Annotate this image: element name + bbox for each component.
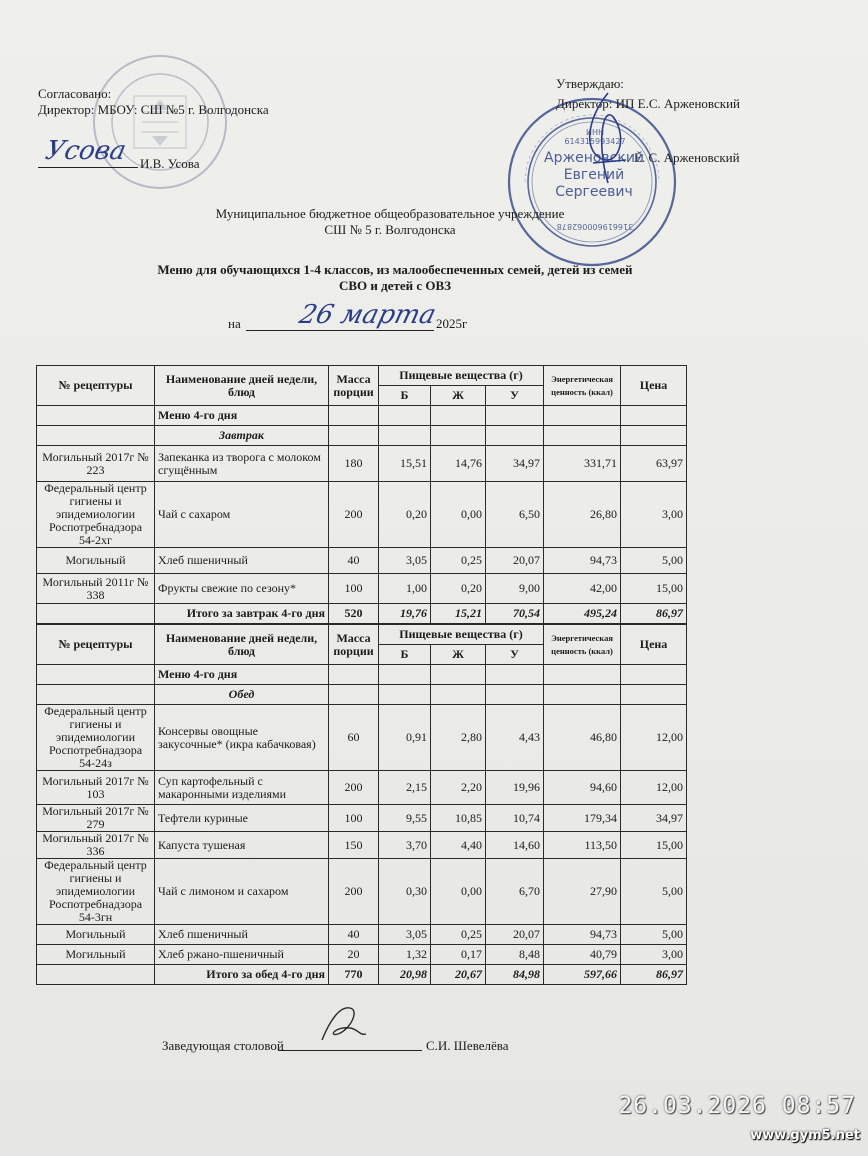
col-nutrients: Пищевые вещества (г) <box>379 366 544 386</box>
col-zh: Ж <box>431 645 486 665</box>
col-name: Наименование дней недели, блюд <box>155 366 329 406</box>
energy-cell: 46,80 <box>544 705 621 771</box>
fat-cell: 0,20 <box>431 574 486 604</box>
dish-cell: Чай с сахаром <box>155 482 329 548</box>
menu-title-line2: СВО и детей с ОВЗ <box>338 278 452 293</box>
seal-ogrn: 316619600062878 <box>556 222 634 231</box>
total-mass: 520 <box>329 604 379 624</box>
agreed-label: Согласовано: <box>38 86 112 101</box>
price-cell: 63,97 <box>621 446 687 482</box>
col-energy: Энергетическая ценность (ккал) <box>544 366 621 406</box>
left-director: Директор: МБОУ: СШ №5 г. Волгодонска <box>38 102 269 117</box>
col-mass: Масса порции <box>329 625 379 665</box>
total-fat: 20,67 <box>431 965 486 985</box>
table-row <box>37 771 687 805</box>
dish-cell: Хлеб пшеничный <box>155 925 329 945</box>
table-row <box>37 446 687 482</box>
carb-cell: 8,48 <box>486 945 544 965</box>
total-row <box>37 965 687 985</box>
mass-cell: 20 <box>329 945 379 965</box>
recipe-cell: Федеральный центр гигиены и эпидемиологии Роспотребнадзора 54-3гн <box>37 859 155 925</box>
seal-line3: Сергеевич <box>555 184 633 200</box>
col-zh: Ж <box>431 386 486 406</box>
protein-cell: 15,51 <box>379 446 431 482</box>
left-name: И.В. Усова <box>140 156 200 171</box>
energy-cell: 113,50 <box>544 832 621 859</box>
site-watermark: www.gym5.net <box>750 1128 860 1143</box>
recipe-cell: Федеральный центр гигиены и эпидемиологии Роспотребнадзора 54-2хг <box>37 482 155 548</box>
date-prefix: на <box>228 316 241 331</box>
carb-cell: 4,43 <box>486 705 544 771</box>
right-director: Директор: ИП Е.С. Арженовский <box>556 96 740 111</box>
seal-inn: ИНН 614315993427 <box>564 128 626 146</box>
energy-cell: 40,79 <box>544 945 621 965</box>
table-row <box>37 548 687 574</box>
breakfast-table <box>36 365 687 624</box>
col-mass: Масса порции <box>329 366 379 406</box>
col-recipe: № рецептуры <box>37 625 155 665</box>
protein-cell: 1,00 <box>379 574 431 604</box>
institution-line2: СШ № 5 г. Волгодонска <box>324 222 456 237</box>
protein-cell: 0,20 <box>379 482 431 548</box>
total-carb: 84,98 <box>486 965 544 985</box>
protein-cell: 3,05 <box>379 548 431 574</box>
price-cell: 5,00 <box>621 548 687 574</box>
price-cell: 12,00 <box>621 771 687 805</box>
date-underline <box>246 330 434 331</box>
table-row <box>37 482 687 548</box>
lunch-table <box>36 624 687 985</box>
col-energy: Энергетическая ценность (ккал) <box>544 625 621 665</box>
dish-cell: Суп картофельный с макаронными изделиями <box>155 771 329 805</box>
carb-cell: 20,07 <box>486 925 544 945</box>
dish-cell: Чай с лимоном и сахаром <box>155 859 329 925</box>
institution-line1: Муниципальное бюджетное общеобразовательное учреждение <box>215 206 565 221</box>
protein-cell: 0,91 <box>379 705 431 771</box>
total-fat: 15,21 <box>431 604 486 624</box>
dish-cell: Хлеб пшеничный <box>155 548 329 574</box>
total-carb: 70,54 <box>486 604 544 624</box>
price-cell: 3,00 <box>621 482 687 548</box>
recipe-cell: Федеральный центр гигиены и эпидемиологии Роспотребнадзора 54-24з <box>37 705 155 771</box>
table-row <box>37 705 687 771</box>
table-row <box>37 945 687 965</box>
dish-cell: Тефтели куриные <box>155 805 329 832</box>
breakfast-total-label: Итого за завтрак 4-го дня <box>155 604 329 624</box>
carb-cell: 14,60 <box>486 832 544 859</box>
right-name: Е. С. Арженовский <box>634 150 740 165</box>
mass-cell: 180 <box>329 446 379 482</box>
energy-cell: 94,73 <box>544 925 621 945</box>
col-nutrients: Пищевые вещества (г) <box>379 625 544 645</box>
dish-cell: Консервы овощные закусочные* (икра кабачковая) <box>155 705 329 771</box>
lunch-total-label: Итого за обед 4-го дня <box>155 965 329 985</box>
seal-line2: Евгений <box>563 167 625 183</box>
dish-cell: Капуста тушеная <box>155 832 329 859</box>
protein-cell: 1,32 <box>379 945 431 965</box>
mass-cell: 150 <box>329 832 379 859</box>
mass-cell: 100 <box>329 574 379 604</box>
table-row <box>37 859 687 925</box>
lunch-day: Меню 4-го дня <box>155 665 329 685</box>
col-recipe: № рецептуры <box>37 366 155 406</box>
dish-cell: Запеканка из творога с молоком сгущённым <box>155 446 329 482</box>
total-mass: 770 <box>329 965 379 985</box>
carb-cell: 34,97 <box>486 446 544 482</box>
lunch-meal: Обед <box>155 685 329 705</box>
carb-cell: 19,96 <box>486 771 544 805</box>
mass-cell: 40 <box>329 548 379 574</box>
table-row <box>37 574 687 604</box>
col-u: У <box>486 386 544 406</box>
mass-cell: 40 <box>329 925 379 945</box>
price-cell: 5,00 <box>621 925 687 945</box>
total-protein: 19,76 <box>379 604 431 624</box>
approve-label: Утверждаю: <box>556 76 624 91</box>
recipe-cell: Могильный 2017г № 279 <box>37 805 155 832</box>
carb-cell: 20,07 <box>486 548 544 574</box>
price-cell: 3,00 <box>621 945 687 965</box>
fat-cell: 0,17 <box>431 945 486 965</box>
fat-cell: 0,25 <box>431 925 486 945</box>
col-u: У <box>486 645 544 665</box>
recipe-cell: Могильный 2017г № 103 <box>37 771 155 805</box>
protein-cell: 0,30 <box>379 859 431 925</box>
energy-cell: 42,00 <box>544 574 621 604</box>
fat-cell: 2,20 <box>431 771 486 805</box>
fat-cell: 0,00 <box>431 859 486 925</box>
director-signature <box>578 88 638 198</box>
recipe-cell: Могильный 2011г № 338 <box>37 574 155 604</box>
breakfast-day: Меню 4-го дня <box>155 406 329 426</box>
total-row <box>37 604 687 624</box>
fat-cell: 10,85 <box>431 805 486 832</box>
footer-name: С.И. Шевелёва <box>426 1038 509 1053</box>
fat-cell: 0,25 <box>431 548 486 574</box>
col-b: Б <box>379 645 431 665</box>
fat-cell: 0,00 <box>431 482 486 548</box>
price-cell: 15,00 <box>621 574 687 604</box>
total-price: 86,97 <box>621 604 687 624</box>
footer-signature-line <box>278 1050 422 1051</box>
date-year: 2025г <box>436 316 468 331</box>
date-handwritten: 26 марта <box>296 300 439 330</box>
breakfast-meal: Завтрак <box>155 426 329 446</box>
carb-cell: 10,74 <box>486 805 544 832</box>
energy-cell: 26,80 <box>544 482 621 548</box>
carb-cell: 6,50 <box>486 482 544 548</box>
col-price: Цена <box>621 625 687 665</box>
energy-cell: 27,90 <box>544 859 621 925</box>
protein-cell: 3,05 <box>379 925 431 945</box>
seal-line1: Арженовский <box>544 150 645 166</box>
energy-cell: 94,60 <box>544 771 621 805</box>
total-protein: 20,98 <box>379 965 431 985</box>
photo-timestamp: 26.03.2026 08:57 <box>618 1093 856 1119</box>
energy-cell: 179,34 <box>544 805 621 832</box>
col-b: Б <box>379 386 431 406</box>
left-signature: Усова <box>42 136 129 166</box>
table-row <box>37 805 687 832</box>
mass-cell: 100 <box>329 805 379 832</box>
protein-cell: 3,70 <box>379 832 431 859</box>
col-name: Наименование дней недели, блюд <box>155 625 329 665</box>
protein-cell: 9,55 <box>379 805 431 832</box>
energy-cell: 331,71 <box>544 446 621 482</box>
total-price: 86,97 <box>621 965 687 985</box>
energy-cell: 94,73 <box>544 548 621 574</box>
mass-cell: 200 <box>329 482 379 548</box>
total-energy: 495,24 <box>544 604 621 624</box>
dish-cell: Хлеб ржано-пшеничный <box>155 945 329 965</box>
table-row <box>37 832 687 859</box>
price-cell: 15,00 <box>621 832 687 859</box>
total-energy: 597,66 <box>544 965 621 985</box>
price-cell: 12,00 <box>621 705 687 771</box>
recipe-cell: Могильный 2017г № 336 <box>37 832 155 859</box>
recipe-cell: Могильный <box>37 548 155 574</box>
carb-cell: 9,00 <box>486 574 544 604</box>
price-cell: 34,97 <box>621 805 687 832</box>
dish-cell: Фрукты свежие по сезону* <box>155 574 329 604</box>
footer-label: Заведующая столовой <box>162 1038 284 1053</box>
price-cell: 5,00 <box>621 859 687 925</box>
menu-title-line1: Меню для обучающихся 1-4 классов, из малообеспеченных семей, детей из семей <box>157 262 633 277</box>
recipe-cell: Могильный <box>37 925 155 945</box>
mass-cell: 200 <box>329 771 379 805</box>
canteen-signature <box>310 1000 370 1050</box>
fat-cell: 2,80 <box>431 705 486 771</box>
carb-cell: 6,70 <box>486 859 544 925</box>
recipe-cell: Могильный 2017г № 223 <box>37 446 155 482</box>
recipe-cell: Могильный <box>37 945 155 965</box>
mass-cell: 200 <box>329 859 379 925</box>
fat-cell: 14,76 <box>431 446 486 482</box>
col-price: Цена <box>621 366 687 406</box>
mass-cell: 60 <box>329 705 379 771</box>
table-row <box>37 925 687 945</box>
fat-cell: 4,40 <box>431 832 486 859</box>
protein-cell: 2,15 <box>379 771 431 805</box>
